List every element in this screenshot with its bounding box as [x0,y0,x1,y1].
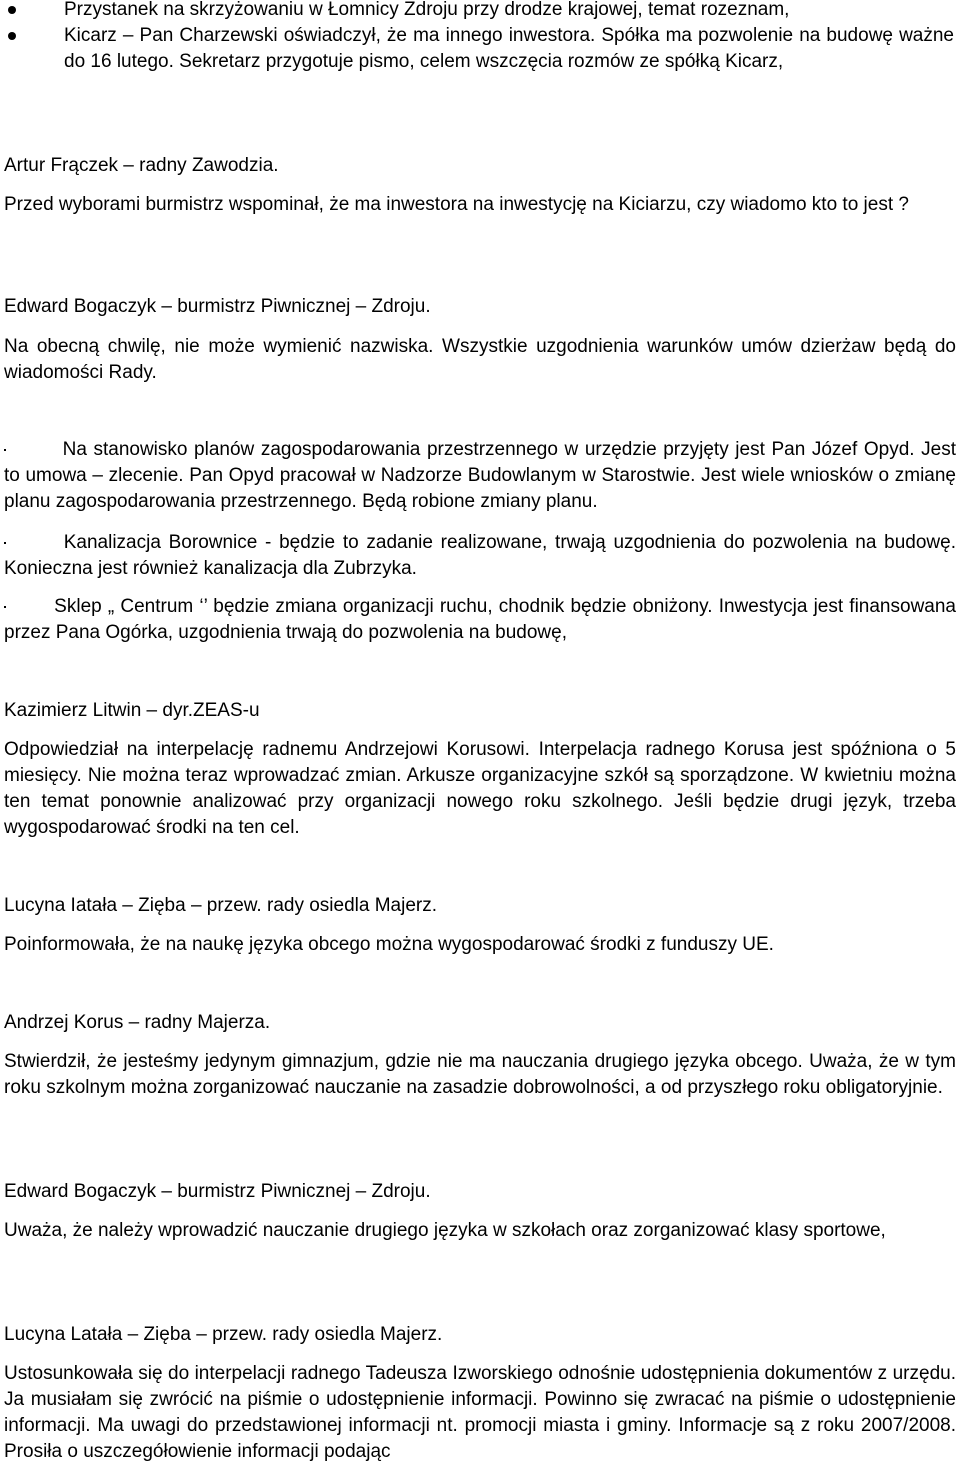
bullet-dot-icon [8,32,16,40]
paragraph: Na obecną chwilę, nie może wymienić nazwiska. Wszystkie uzgodnienia warunków umów dzierżaw będą do wiadomości Rady. [4,336,956,383]
paragraph: Przed wyborami burmistrz wspominał, że ma inwestora na inwestycję na Kiciarzu, czy wiadomo kto to jest ? [4,194,909,215]
speaker-name: Kazimierz Litwin – dyr.ZEAS-u [4,700,260,721]
dot-list-item [4,594,956,646]
speaker-name: Lucyna Latała – Zięba – przew. rady osiedla Majerz. [4,1324,443,1345]
dot-list-text: Sklep „ Centrum ‘’ będzie zmiana organizacji ruchu, chodnik będzie obniżony. Inwestycja jest finansowana przez Pana Ogórka, uzgodnienia trwają do pozwolenia na budowę, [4,596,956,643]
bullet-text: Przystanek na skrzyżowaniu w Łomnicy Zdroju przy drodze krajowej, temat rozeznam, [64,0,790,20]
middle-dot-icon [4,449,6,451]
speaker-name: Andrzej Korus – radny Majerza. [4,1012,271,1033]
paragraph: Odpowiedział na interpelację radnemu Andrzejowi Korusowi. Interpelacja radnego Korusa jest spóźniona o 5 miesięcy. Nie można teraz wprowadzać zmian. Arkusze organizacyjne szkół są sporządzone. W kwietniu można ten temat ponownie analizować przy organizacji nowego roku szkolnego. Jeśli będzie drugi język, trzeba wygospodarować środki na ten cel. [4,739,956,838]
bullet-item [0,23,960,75]
speaker-name: Lucyna Iatała – Zięba – przew. rady osiedla Majerz. [4,895,438,916]
bullet-text: Kicarz – Pan Charzewski oświadczył, że ma innego inwestora. Spółka ma pozwolenie na budowę ważne do 16 lutego. Sekretarz przygotuje pismo, celem wszczęcia rozmów ze spółką Kicarz, [64,25,954,72]
paragraph: Uważa, że należy wprowadzić nauczanie drugiego języka w szkołach oraz zorganizować klasy sportowe, [4,1220,886,1241]
dot-list-item [4,437,956,515]
dot-list-item [4,530,956,582]
dot-list-text: Na stanowisko planów zagospodarowania przestrzennego w urzędzie przyjęty jest Pan Józef Opyd. Jest to umowa – zlecenie. Pan Opyd pracował w Nadzorze Budowlanym w Starostwie. Jest wiele wniosków o zmianę planu zagospodarowania przestrzennego. Będą robione zmiany planu. [4,439,956,512]
middle-dot-icon [4,606,6,608]
paragraph: Ustosunkowała się do interpelacji radnego Tadeusza Izworskiego odnośnie udostępnienia dokumentów z urzędu. Ja musiałam się zwrócić na piśmie o udostępnienie informacji. Powinno się zwracać na piśmie o udostępnienie informacji. Ma uwagi do przedstawionej informacji nt. promocji miasta i gminy. Informacje są z roku 2007/2008. Prosiła o uszczegółowienie informacji podając [4,1363,956,1462]
dot-list-text: Kanalizacja Borownice - będzie to zadanie realizowane, trwają uzgodnienia do pozwolenia na budowę. Konieczna jest również kanalizacja dla Zubrzyka. [4,532,956,579]
paragraph: Stwierdził, że jesteśmy jedynym gimnazjum, gdzie nie ma nauczania drugiego języka obcego. Uważa, że w tym roku szkolnym można zorganizować nauczanie na zasadzie dobrowolności, a od przyszłego roku obligatoryjnie. [4,1051,956,1098]
middle-dot-icon [4,542,6,544]
speaker-name: Artur Frączek – radny Zawodzia. [4,155,279,176]
bullet-list [0,0,960,75]
speaker-name: Edward Bogaczyk – burmistrz Piwnicznej – Zdroju. [4,1181,431,1202]
speaker-name: Edward Bogaczyk – burmistrz Piwnicznej – Zdroju. [4,296,431,317]
bullet-dot-icon [8,6,16,14]
paragraph: Poinformowała, że na naukę języka obcego można wygospodarować środki z funduszy UE. [4,934,774,955]
bullet-item [0,0,960,23]
